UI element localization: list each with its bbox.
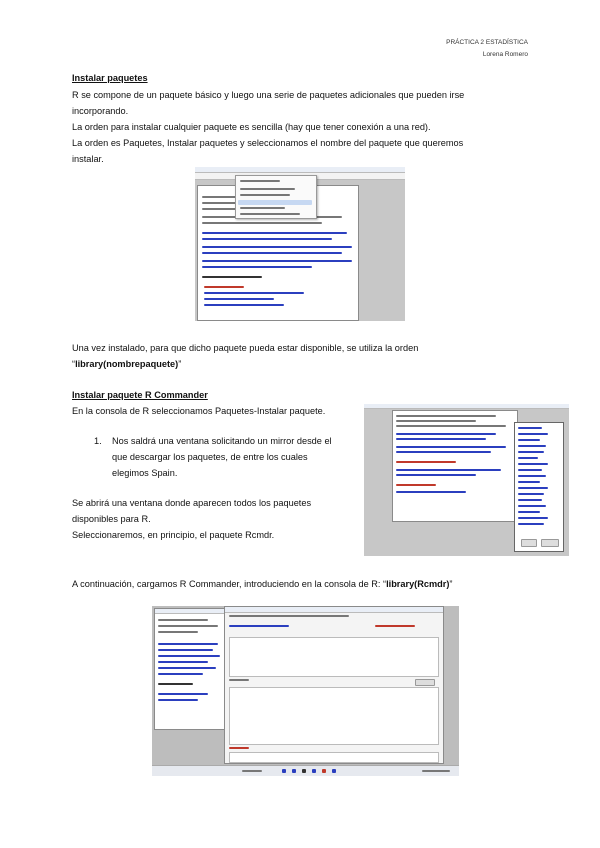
- library-command: library(nombrepaquete): [75, 359, 179, 369]
- submit-button[interactable]: [415, 679, 435, 686]
- paragraph-load-rcmdr: [72, 577, 452, 593]
- screenshot-package-list: [364, 404, 569, 556]
- paragraph-line: R se compone de un paquete básico y luego una serie de paquetes adicionales que pueden irse: [72, 90, 465, 100]
- quote-open: “: [72, 359, 76, 369]
- paragraph-line: La orden es Paquetes, Instalar paquetes y seleccionamos el nombre del paquete que queremos: [72, 138, 464, 148]
- quote-close: ”: [178, 359, 182, 369]
- taskbar: [152, 765, 459, 776]
- section-heading-r-commander: Instalar paquete R Commander: [72, 390, 208, 400]
- text-pre: A continuación, cargamos R Commander, introduciendo en la consola de R: “: [72, 579, 387, 589]
- paragraph-line: instalar.: [72, 154, 104, 164]
- paragraph-line: En la consola de R seleccionamos Paquetes-Instalar paquete.: [72, 406, 326, 416]
- screenshot-r-commander: [152, 606, 459, 776]
- paragraph-library-command: [72, 357, 181, 373]
- app-titlebar: [364, 404, 569, 409]
- list-number: 1.: [94, 436, 102, 446]
- text-post: ”: [449, 579, 453, 589]
- list-item-line: Nos saldrá una ventana solicitando un mirror desde el: [112, 436, 332, 446]
- header-title: PRÁCTICA 2 ESTADÍSTICA: [446, 39, 528, 46]
- paragraph-library-intro: Una vez instalado, para que dicho paquete pueda estar disponible, se utiliza la orden: [72, 343, 419, 353]
- list-item-line: elegimos Spain.: [112, 468, 178, 478]
- paragraph-line: incorporando.: [72, 106, 129, 116]
- paragraph-line: La orden para instalar cualquier paquete es sencilla (hay que tener conexión a una red).: [72, 122, 431, 132]
- section-heading-install-packages: Instalar paquetes: [72, 73, 148, 83]
- rcmdr-command: library(Rcmdr): [386, 579, 450, 589]
- paragraph-line: disponibles para R.: [72, 514, 151, 524]
- paragraph-line: Se abrirá una ventana donde aparecen todos los paquetes: [72, 498, 312, 508]
- messages-pane: [229, 752, 439, 763]
- list-item-line: que descargar los paquetes, de entre los cuales: [112, 452, 308, 462]
- script-pane[interactable]: [229, 637, 439, 677]
- cancel-button[interactable]: [541, 539, 559, 547]
- r-console-window: [154, 608, 228, 730]
- console-window: [392, 410, 518, 522]
- page-header: [446, 37, 528, 61]
- header-author: Lorena Romero: [482, 51, 528, 58]
- output-pane: [229, 687, 439, 745]
- ok-button[interactable]: [521, 539, 537, 547]
- packages-dropdown-menu[interactable]: [235, 175, 317, 219]
- rcmdr-window[interactable]: [224, 606, 444, 764]
- paragraph-line: Seleccionaremos, en principio, el paquete Rcmdr.: [72, 530, 275, 540]
- screenshot-r-packages-menu: [195, 167, 405, 321]
- package-selection-dialog[interactable]: [514, 422, 564, 552]
